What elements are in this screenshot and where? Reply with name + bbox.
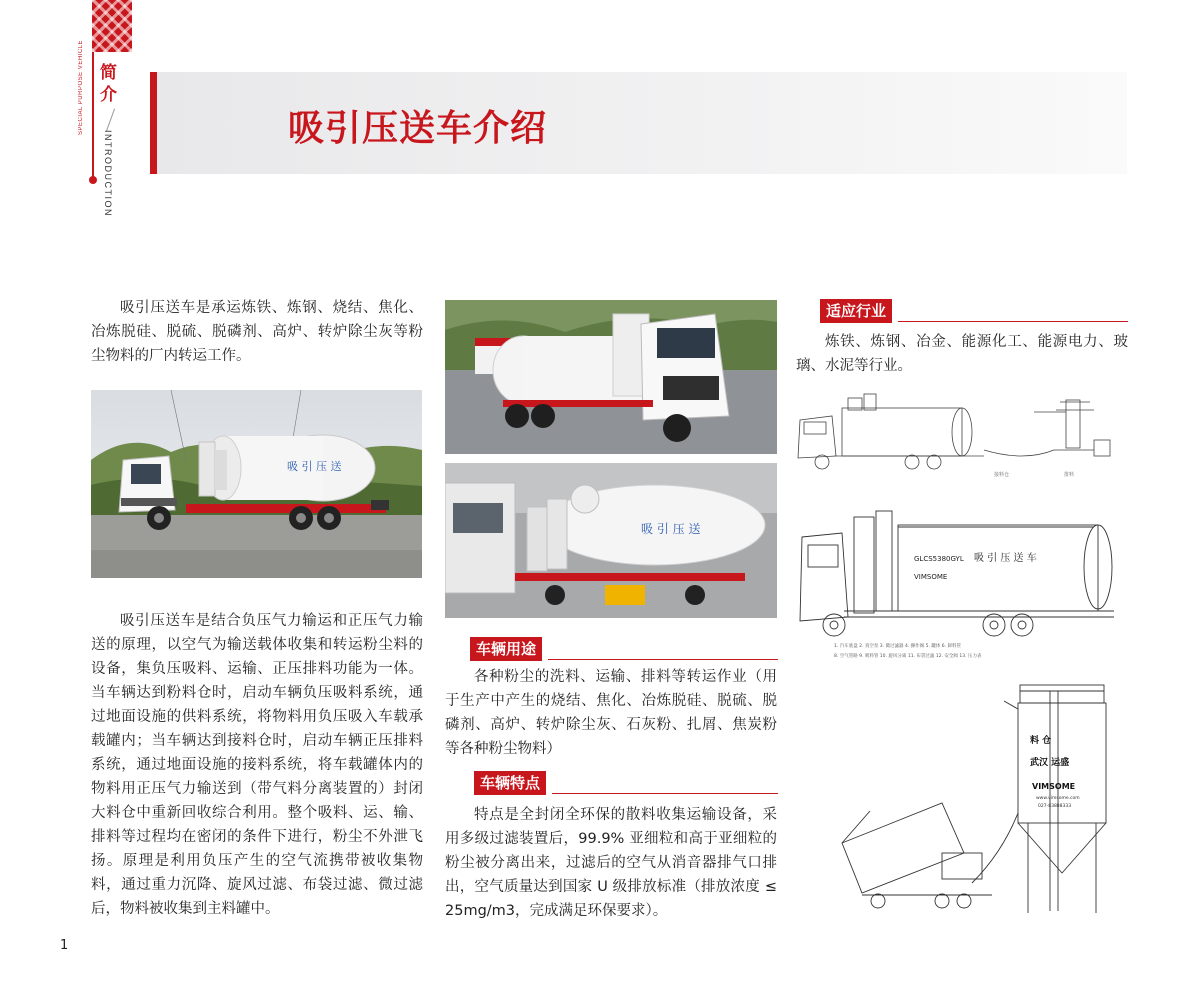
page-number: 1 <box>60 938 69 953</box>
tank-label-text: 吸 引 压 送 <box>287 460 342 473</box>
drawing-caption-a: 接料仓 <box>994 472 1010 478</box>
silo-label-5: 027-83888333 <box>1038 804 1072 809</box>
sidebar-section-subtitle: INTRODUCTION <box>103 130 113 217</box>
industry-heading: 适应行业 <box>820 299 892 323</box>
usage-heading-line <box>548 659 778 660</box>
tank-label-text-2: 吸 引 压 送 <box>641 522 701 536</box>
truck-photo-side <box>91 390 422 578</box>
silo-label-1: 料 仓 <box>1030 736 1052 746</box>
drawing-model-text: GLCS5380GYL <box>914 555 964 563</box>
silo-label-2: 武汉 运盛 <box>1030 758 1070 768</box>
industry-text: 炼铁、炼钢、冶金、能源化工、能源电力、玻璃、水泥等行业。 <box>796 334 1128 374</box>
sidebar-accent-line <box>92 52 94 182</box>
sidebar-divider <box>106 109 115 132</box>
industry-heading-line <box>898 321 1128 322</box>
drawing-legend-row-2: 8. 空气管路 9. 吸料管 10. 旋风分离 11. 布袋过滤 12. 安全阀 13. 压力表 <box>834 654 982 659</box>
truck-photo-front <box>445 300 777 454</box>
intro-paragraph-1: 吸引压送车是承运炼铁、炼钢、烧结、焦化、冶炼脱硅、脱硫、脱磷剂、高炉、转炉除尘灰等粉尘物料的厂内转运工作。 <box>91 300 423 364</box>
drawing-caption-b: 排料 <box>1064 472 1075 478</box>
title-accent-bar <box>150 72 157 174</box>
silo-label-3: VIMSOME <box>1032 782 1076 791</box>
intro-paragraph-2: 吸引压送车是结合负压气力输运和正压气力输送的原理，以空气为输送载体收集和转运粉尘料的设备，集负压吸料、运输、正压排料功能为一体。当车辆达到粉料仓时，启动车辆负压吸料系统，通过地面设施的供料系统，将物料用负压吸入车载承载罐内；当车辆达到接料仓时，启动车辆正压排料系统，通过地面设施的接料系统，将车载罐体内的物料用正压气力输送到（带气料分离装置的）封闭大料仓中重新回收综合利用。整个吸料、运、输、排料等过程均在密闭的条件下进行，粉尘不外泄飞扬。原理是利用负压产生的空气流携带被收集物料，通过重力沉降、旋风过滤、布袋过滤、微过滤后，物料被收集到主料罐中。 <box>91 613 423 917</box>
usage-heading: 车辆用途 <box>470 637 542 661</box>
side-view-drawing-large <box>794 497 1128 669</box>
sidebar-section-title: 简介 <box>100 63 117 105</box>
page-title: 吸引压送车介绍 <box>288 108 548 149</box>
drawing-brand-text: VIMSOME <box>914 573 948 581</box>
silo-unloading-drawing <box>822 683 1128 915</box>
features-heading-line <box>552 793 778 794</box>
sidebar-accent-dot <box>89 176 97 184</box>
features-text: 特点是全封闭全环保的散料收集运输设备，采用多级过滤装置后，99.9% 亚细粒和高于亚细粒的粉尘被分离出来，过滤后的空气从消音器排气口排出，空气质量达到国家 U 级排放标准（排放浓度 ≤ 25mg/m3，完成满足环保要求）。 <box>445 807 777 919</box>
drawing-legend-row-1: 1. 汽车底盘 2. 真空泵 3. 微过滤器 4. 操作阀 5. 罐体 6. 卸料管 <box>834 644 961 649</box>
side-view-drawing-small <box>794 390 1128 490</box>
features-heading: 车辆特点 <box>474 771 546 795</box>
usage-text: 各种粉尘的洗料、运输、排料等转运作业（用于生产中产生的烧结、焦化、冶炼脱硅、脱硫、脱磷剂、高炉、转炉除尘灰、石灰粉、扎屑、焦炭粉等各种粉尘物料） <box>445 669 777 757</box>
drawing-tank-label: 吸 引 压 送 车 <box>974 553 1037 564</box>
sidebar-pattern-block <box>92 0 132 52</box>
silo-label-4: www.vimsome.com <box>1036 796 1080 801</box>
sidebar-small-caption: SPECIAL PURPOSE VEHICLE <box>78 40 84 135</box>
truck-photo-top <box>445 463 777 618</box>
